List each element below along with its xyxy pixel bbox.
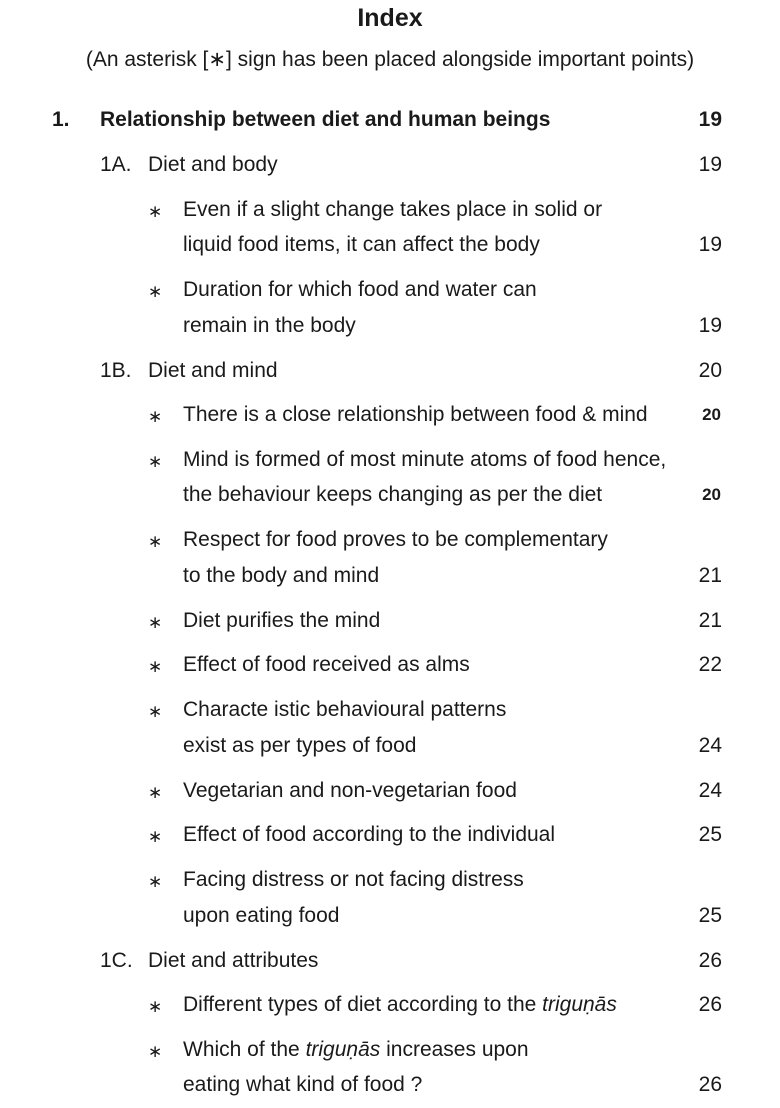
text-segment: Duration for which food and water can: [183, 278, 537, 301]
page-number: 19: [698, 233, 722, 256]
page-number: 20: [702, 485, 721, 504]
entry-title-line: [183, 993, 617, 1017]
entry-title-line: [148, 359, 278, 383]
entry-title-line: [183, 734, 416, 758]
asterisk-icon: ∗: [148, 1042, 163, 1061]
asterisk-icon: ∗: [148, 657, 163, 676]
page-number: 26: [698, 1073, 722, 1096]
page-number: 24: [698, 779, 722, 802]
entry-title-line: [183, 779, 517, 803]
entry-title-line: [183, 564, 379, 588]
asterisk-icon: ∗: [148, 532, 163, 551]
entry-title-line: [183, 698, 506, 722]
entry-title-line: [183, 528, 608, 552]
text-segment: Even if a slight change takes place in solid or: [183, 198, 603, 221]
page-number: 19: [698, 153, 722, 176]
text-segment: Respect for food proves to be complementary: [183, 528, 608, 551]
asterisk-icon: ∗: [148, 702, 163, 721]
text-segment: Diet and attributes: [148, 949, 319, 972]
text-segment: Effect of food according to the individual: [183, 823, 556, 846]
text-segment: Diet and mind: [148, 359, 278, 382]
page-number: 20: [698, 359, 722, 382]
asterisk-icon: ∗: [148, 452, 163, 471]
text-segment: Which of the: [183, 1038, 306, 1061]
entry-title-line: [183, 278, 537, 302]
text-segment: Effect of food received as alms: [183, 653, 470, 676]
entry-title-line: [183, 609, 380, 633]
asterisk-icon: ∗: [148, 997, 163, 1016]
asterisk-icon: ∗: [148, 282, 163, 301]
asterisk-icon: ∗: [148, 407, 163, 426]
text-segment: the behaviour keeps changing as per the diet: [183, 483, 603, 506]
entry-title-line: [183, 233, 540, 257]
entry-title-line: [183, 198, 602, 222]
entry-title-line: [148, 949, 318, 973]
entry-title-line: [148, 153, 278, 177]
page-number: 25: [698, 823, 722, 846]
entry-title-line: [183, 1073, 422, 1097]
text-segment: Characte istic behavioural patterns: [183, 698, 507, 721]
page-number: 22: [698, 653, 722, 676]
text-segment: Diet and body: [148, 153, 278, 176]
italic-term: triguṇās: [305, 1038, 381, 1061]
entry-title-line: [183, 314, 356, 338]
text-segment: upon eating food: [183, 904, 340, 927]
entry-title-line: [183, 653, 470, 677]
entry-title-line: [183, 868, 524, 892]
page-number: 20: [702, 405, 721, 424]
page-number: 24: [698, 734, 722, 757]
entry-title-line: [183, 483, 602, 507]
entry-title-line: [183, 403, 648, 427]
entry-number: 1A.: [100, 153, 132, 176]
italic-term: triguṇās: [542, 993, 617, 1016]
page-number: 19: [698, 108, 722, 131]
text-segment: Different types of diet according to the: [183, 993, 543, 1016]
entry-title-line: [183, 904, 339, 928]
entry-title-line: [183, 1038, 529, 1062]
text-segment: There is a close relationship between food & mind: [183, 403, 648, 426]
entry-number: 1B.: [100, 359, 132, 382]
text-segment: to the body and mind: [183, 564, 380, 587]
entry-title-line: [100, 108, 550, 132]
text-segment: eating what kind of food ?: [183, 1073, 423, 1096]
entry-title-line: [183, 448, 666, 472]
asterisk-icon: ∗: [148, 613, 163, 632]
asterisk-icon: ∗: [148, 872, 163, 891]
text-segment: Vegetarian and non-vegetarian food: [183, 779, 517, 802]
page-title: Index: [357, 4, 423, 32]
asterisk-icon: ∗: [148, 783, 163, 802]
text-segment: Mind is formed of most minute atoms of food hence,: [183, 448, 667, 471]
asterisk-icon: ∗: [148, 202, 163, 221]
index-note: (An asterisk [∗] sign has been placed alongside important points): [85, 48, 695, 71]
entry-title-line: [183, 823, 555, 847]
text-segment: Diet purifies the mind: [183, 609, 381, 632]
text-segment: exist as per types of food: [183, 734, 417, 757]
page-number: 26: [698, 993, 722, 1016]
page-number: 19: [698, 314, 722, 337]
text-segment: remain in the body: [183, 314, 356, 337]
entry-number: 1C.: [100, 949, 133, 972]
text-segment: Facing distress or not facing distress: [183, 868, 524, 891]
page-number: 25: [698, 904, 722, 927]
text-segment: Relationship between diet and human beings: [100, 108, 551, 131]
page-number: 26: [698, 949, 722, 972]
text-segment: liquid food items, it can affect the body: [183, 233, 540, 256]
asterisk-icon: ∗: [148, 827, 163, 846]
text-segment: increases upon: [380, 1038, 529, 1061]
page-number: 21: [698, 609, 722, 632]
page-number: 21: [698, 564, 722, 587]
entry-number: 1.: [52, 108, 70, 131]
